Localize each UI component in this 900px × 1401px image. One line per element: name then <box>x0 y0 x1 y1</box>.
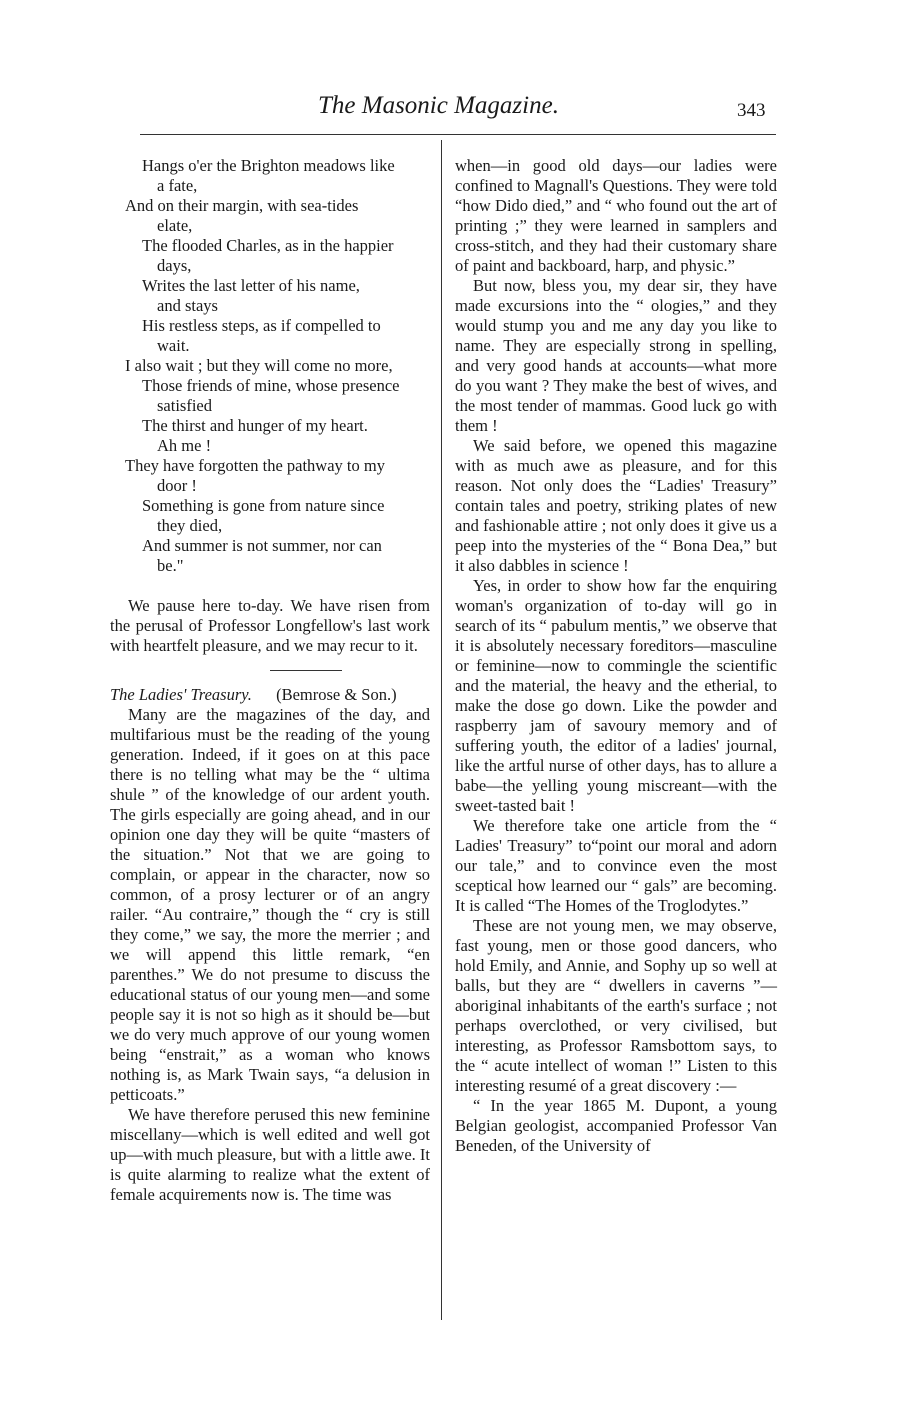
poem-line: days, <box>157 256 192 275</box>
poem-line: satisfied <box>157 396 212 415</box>
left-column <box>110 156 430 1205</box>
poem-line: a fate, <box>157 176 198 195</box>
poem-line: be." <box>157 556 184 575</box>
review-heading <box>110 685 430 705</box>
poem-line: And summer is not summer, nor can <box>142 536 382 555</box>
poem-line: and stays <box>157 296 218 315</box>
section-rule <box>270 670 342 671</box>
paragraph: We said before, we opened this magazine with as much awe as pleasure, and for this reason. Not only does the “Ladies' Treasury” contain tales and poetry, striking plates of new and fashionable attire ; not only does it give us a peep into the mysteries of the “ Bona Dea,” but it also dabbles in science ! <box>455 436 777 575</box>
closing-paragraph: We pause here to-day. We have risen from the perusal of Professor Longfellow's last work with heartfelt pleasure, and we may recur to it. <box>110 596 430 655</box>
poem-line: Ah me ! <box>157 436 212 455</box>
paragraph: Yes, in order to show how far the enquiring woman's organization of to-day will go in search of its “ pabulum mentis,” we observe that it is absolutely necessary foreditors—masculine or feminine—now to commingle the scientific and the material, the heavy and the etherial, to make the dose go down. Like the powder and raspberry jam of savoury memory and of suffering youth, the editor of a ladies' journal, like the artful nurse of other days, has to allure a babe—the yelling young miscreant—with the sweet-tasted bait ! <box>455 576 777 815</box>
poem-line: His restless steps, as if compelled to <box>142 316 381 335</box>
poem-line: elate, <box>157 216 193 235</box>
poem-line: wait. <box>157 336 190 355</box>
poem-line: Those friends of mine, whose presence <box>142 376 400 395</box>
poem-line: Something is gone from nature since <box>142 496 385 515</box>
poem-line: The thirst and hunger of my heart. <box>142 416 368 435</box>
right-column <box>455 156 777 1156</box>
page-number: 343 <box>737 100 766 121</box>
poem-line: I also wait ; but they will come no more, <box>125 356 393 375</box>
review-publisher: (Bemrose & Son.) <box>276 685 397 704</box>
paragraph: We have therefore perused this new feminine miscellany—which is well edited and well got up—with much pleasure, but with a little awe. It is quite alarming to realize what the extent of female acquirements now is. The time was <box>110 1105 430 1204</box>
paragraph: These are not young men, we may observe, fast young, men or those good dancers, who hold Emily, and Annie, and Sophy up so well at balls, but they are “ dwellers in caverns ”—aboriginal inhabitants of the earth's surface ; not perhaps overclothed, or very civilised, but interesting, as Professor Ramsbottom says, to the “ acute intellect of woman !” Listen to this interesting resumé of a great discovery :— <box>455 916 777 1095</box>
poem-line: And on their margin, with sea-tides <box>125 196 359 215</box>
running-title: The Masonic Magazine. <box>318 92 559 119</box>
page-header <box>0 92 900 132</box>
poem-line: They have forgotten the pathway to my <box>125 456 385 475</box>
header-rule <box>140 134 776 135</box>
poem-line: Hangs o'er the Brighton meadows like <box>142 156 395 175</box>
paragraph: Many are the magazines of the day, and multifarious must be the reading of the young generation. Indeed, if it goes on at this pace there is no telling what may be the “ ultima shule ” of the knowledge of our ardent youth. The girls especially are going ahead, and in our opinion one day they will be quite “masters of the situation.” Not that we are going to complain, or appear in the character, now so common, of a prosy lecturer or of an angry railer. “Au contraire,” though the “ cry is still they come,” we say, the more the merrier ; and we will append this little remark, “en parenthes.” We do not presume to discuss the educational status of our young men—and some people say it is not so high as it should be—but we do very much approve of our young women being “enstrait,” as a woman who knows nothing is, as Mark Twain says, “a delusion in petticoats.” <box>110 705 430 1104</box>
paragraph: “ In the year 1865 M. Dupont, a young Belgian geologist, accompanied Professor Van Beneden, of the University of <box>455 1096 777 1155</box>
review-title: The Ladies' Treasury. <box>110 685 252 704</box>
poem-excerpt <box>110 156 430 576</box>
paragraph: But now, bless you, my dear sir, they have made excursions into the “ ologies,” and they would stump you and me any day you like to name. They are especially strong in spelling, and very good hands at accounts—what more do you want ? They make the best of wives, and the most tender of mammas. Good luck go with them ! <box>455 276 777 435</box>
poem-line: The flooded Charles, as in the happier <box>142 236 394 255</box>
paragraph: when—in good old days—our ladies were confined to Magnall's Questions. They were told “how Dido died,” and “ who found out the art of printing ;” they were learned in samplers and cross-stitch, and they had their customary share of paint and backboard, harp, and physic.” <box>455 156 777 275</box>
paragraph: We therefore take one article from the “ Ladies' Treasury” to“point our moral and adorn our tale,” and to convince even the most sceptical how learned our “ gals” are becoming. It is called “The Homes of the Troglodytes.” <box>455 816 777 915</box>
poem-line: Writes the last letter of his name, <box>142 276 360 295</box>
poem-line: they died, <box>157 516 223 535</box>
column-divider <box>441 140 442 1320</box>
poem-line: door ! <box>157 476 197 495</box>
